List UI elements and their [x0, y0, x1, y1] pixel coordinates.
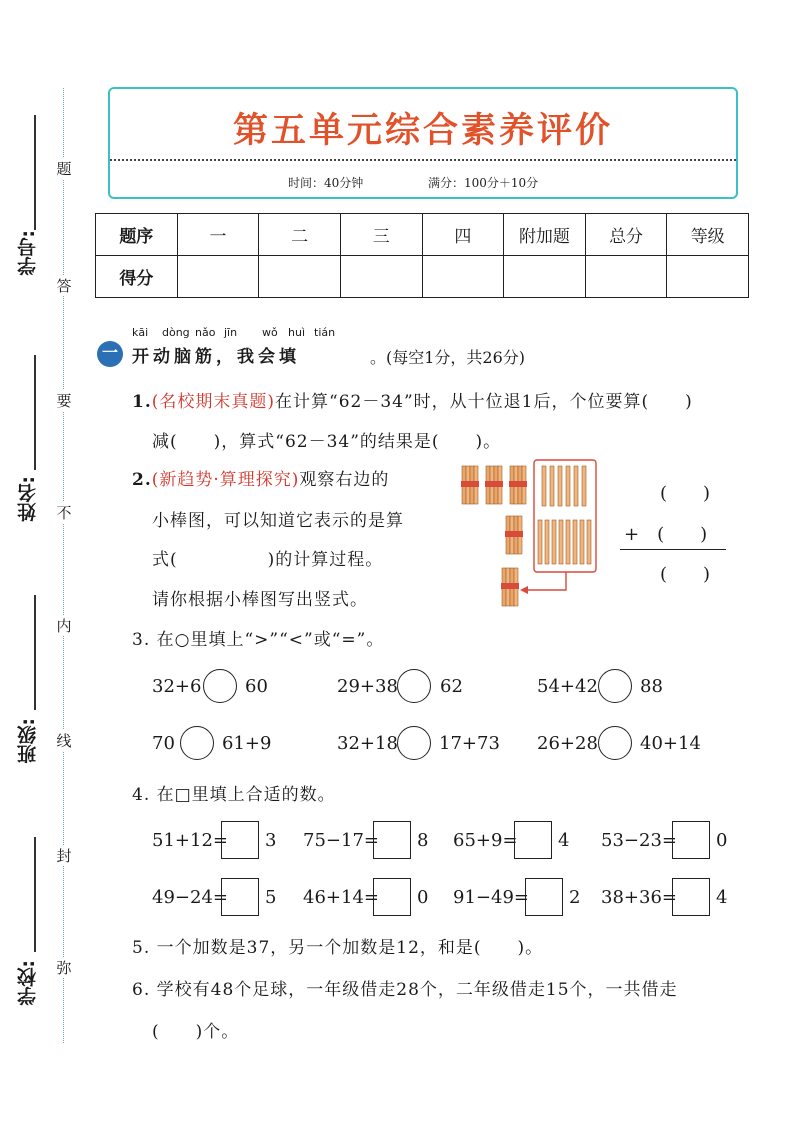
answer-box[interactable]: [514, 821, 552, 859]
seal-char: 封: [56, 847, 72, 865]
q3-left-expr: 32+18: [337, 733, 398, 754]
q4-expr: 91−49=: [453, 887, 529, 908]
seal-char: 内: [56, 617, 72, 635]
q4-title: 4. 在□里填上合适的数。: [132, 785, 336, 805]
vertical-calc-result[interactable]: ( ): [660, 564, 711, 585]
pinyin: dòng: [162, 326, 190, 339]
q4-expr: 53−23=: [601, 830, 677, 851]
table-cell: 二: [259, 214, 341, 256]
stick-bundle: [509, 466, 527, 504]
seal-char: 题: [56, 160, 72, 178]
q1-line2: 减( )，算式“62－34”的结果是( )。: [152, 432, 502, 452]
score-table: [95, 213, 749, 298]
student-id-line: [34, 115, 36, 230]
loose-sticks: [538, 466, 591, 564]
table-cell: 附加题: [504, 214, 586, 256]
score-cell[interactable]: [585, 256, 667, 298]
seal-char: 答: [56, 277, 72, 295]
q4-digit: 4: [558, 830, 570, 851]
compare-circle[interactable]: [397, 669, 431, 703]
pinyin: huì: [288, 326, 305, 339]
vertical-calc-top[interactable]: ( ): [660, 483, 711, 504]
class-label: 班级:: [17, 718, 39, 764]
stick-bundle: [501, 568, 519, 606]
q1-tag: (名校期末真题): [151, 392, 276, 412]
table-cell: 题序: [96, 214, 178, 256]
seal-char: 要: [56, 392, 72, 410]
q2-line2: 小棒图，可以知道它表示的是算: [152, 511, 404, 531]
answer-box[interactable]: [672, 878, 710, 916]
school-label: 学校:: [17, 960, 39, 1006]
q3-left-expr: 70: [152, 733, 175, 754]
q4-expr: 46+14=: [303, 887, 379, 908]
pinyin: tián: [314, 326, 336, 339]
q4-digit: 3: [265, 830, 277, 851]
section-title: 开动脑筋，我会填: [132, 347, 300, 367]
q5-text: 5. 一个加数是37，另一个加数是12，和是( )。: [132, 938, 544, 958]
seal-char: 不: [56, 504, 72, 522]
answer-box[interactable]: [373, 821, 411, 859]
time-info: 时间：40分钟: [288, 176, 364, 190]
q1-text: 在计算“62－34”时，从十位退1后，个位要算( ): [275, 392, 693, 412]
compare-circle[interactable]: [397, 726, 431, 760]
q4-expr: 51+12=: [152, 830, 228, 851]
q2-text: 观察右边的: [299, 470, 390, 490]
pinyin: nǎo: [195, 326, 216, 339]
student-id-label: 学号:: [17, 230, 39, 276]
q2-line1: [132, 465, 389, 490]
score-cell[interactable]: [177, 256, 259, 298]
table-cell: 等级: [667, 214, 749, 256]
q4-expr: 49−24=: [152, 887, 228, 908]
q4-digit: 4: [716, 887, 728, 908]
answer-box[interactable]: [525, 878, 563, 916]
section-number-badge: 一: [97, 341, 123, 367]
score-cell[interactable]: [667, 256, 749, 298]
q4-expr: 38+36=: [601, 887, 677, 908]
stick-bundle: [485, 466, 503, 504]
seal-char: 线: [56, 732, 72, 750]
q3-right-expr: 40+14: [640, 733, 701, 754]
q1-line1: [132, 387, 693, 412]
q3-left-expr: 32+6: [152, 676, 202, 697]
q2-number: 2.: [132, 470, 152, 490]
table-cell: 四: [422, 214, 504, 256]
q4-digit: 0: [417, 887, 429, 908]
q3-title: 3. 在○里填上“>”“<”或“=”。: [132, 630, 385, 650]
seal-char: 弥: [56, 959, 72, 977]
page-title: 第五单元综合素养评价: [232, 111, 613, 151]
score-cell[interactable]: [340, 256, 422, 298]
q3-right-expr: 60: [245, 676, 268, 697]
table-cell: 总分: [585, 214, 667, 256]
compare-circle[interactable]: [598, 726, 632, 760]
student-name-label: 姓名:: [17, 476, 39, 522]
q3-right-expr: 17+73: [439, 733, 500, 754]
q4-expr: 75−17=: [303, 830, 379, 851]
q4-digit: 8: [417, 830, 429, 851]
arrow-head-icon: [520, 586, 528, 594]
answer-box[interactable]: [221, 821, 259, 859]
q3-right-expr: 61+9: [222, 733, 272, 754]
compare-circle[interactable]: [180, 726, 214, 760]
seal-line: [63, 88, 64, 1043]
q1-number: 1.: [132, 392, 152, 412]
table-cell: 一: [177, 214, 259, 256]
arrow-line: [528, 572, 566, 590]
pinyin: jīn: [224, 326, 238, 339]
stick-bundle: [505, 516, 523, 554]
q4-digit: 2: [569, 887, 581, 908]
q3-left-expr: 26+28: [537, 733, 598, 754]
q3-left-expr: 54+42: [537, 676, 598, 697]
title-box: [108, 87, 738, 199]
table-row: [96, 256, 749, 298]
answer-box[interactable]: [373, 878, 411, 916]
q4-digit: 5: [265, 887, 277, 908]
q6-line1: 6. 学校有48个足球，一年级借走28个，二年级借走15个，一共借走: [132, 980, 678, 1000]
school-line: [34, 837, 36, 952]
vertical-calc-middle[interactable]: + ( ): [624, 524, 708, 545]
stick-bundle: [461, 466, 479, 504]
pinyin: wǒ: [262, 326, 278, 339]
q2-line4: 请你根据小棒图写出竖式。: [152, 590, 368, 610]
answer-box[interactable]: [221, 878, 259, 916]
score-cell[interactable]: [259, 256, 341, 298]
q2-line3: 式( )的计算过程。: [152, 550, 384, 570]
q3-right-expr: 62: [440, 676, 463, 697]
answer-box[interactable]: [672, 821, 710, 859]
vertical-calc-line: [620, 549, 726, 550]
compare-circle[interactable]: [598, 669, 632, 703]
section-note: 。(每空1分，共26分): [370, 348, 526, 367]
pinyin: kāi: [132, 326, 149, 339]
q4-digit: 0: [716, 830, 728, 851]
table-row: [96, 214, 749, 256]
q2-tag: (新趋势·算理探究): [151, 470, 300, 490]
table-cell: 得分: [96, 256, 178, 298]
compare-circle[interactable]: [203, 669, 237, 703]
student-name-line: [34, 355, 36, 470]
q4-expr: 65+9=: [453, 830, 518, 851]
table-cell: 三: [340, 214, 422, 256]
score-info: 满分：100分＋10分: [428, 176, 539, 190]
score-cell[interactable]: [504, 256, 586, 298]
score-cell[interactable]: [422, 256, 504, 298]
stick-bundle-illustration: [458, 458, 608, 613]
q3-left-expr: 29+38: [337, 676, 398, 697]
q6-line2: ( )个。: [152, 1022, 240, 1042]
q3-right-expr: 88: [640, 676, 663, 697]
class-line: [34, 595, 36, 710]
title-divider: [110, 159, 736, 161]
